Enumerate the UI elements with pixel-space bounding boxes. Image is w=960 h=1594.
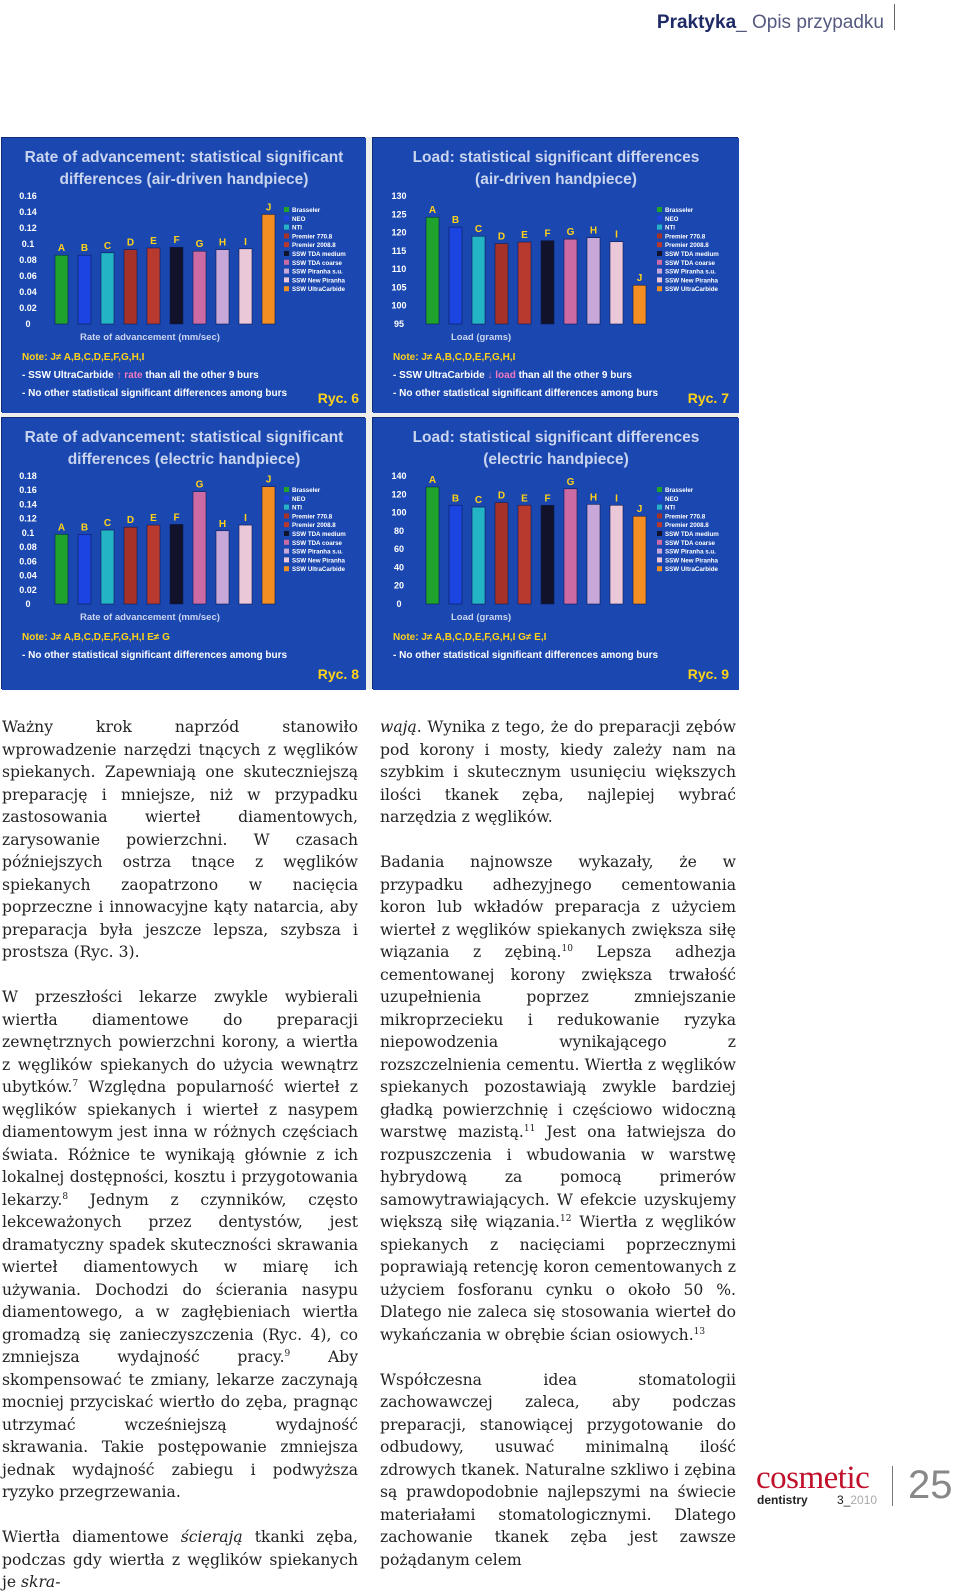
bar-E xyxy=(518,505,531,604)
legend-swatch xyxy=(657,242,662,247)
y-tick-label: 120 xyxy=(391,489,407,500)
chart-note xyxy=(22,632,170,643)
note-segment: Note: xyxy=(393,352,419,363)
footnote-ref: 11 xyxy=(523,1123,536,1134)
y-tick-label: 0.16 xyxy=(19,485,37,496)
legend-swatch xyxy=(284,513,289,518)
bar-G xyxy=(564,239,577,324)
bar-category-label: I xyxy=(244,236,247,248)
bar-category-label: G xyxy=(195,479,204,491)
legend-entry: SSW Piranha s.u. xyxy=(665,548,716,556)
text-run: W przeszłości lekarze zwykle wybierali wiertła diamentowe do preparacji zewnętrznych powierzchni korony, a wiertła z węglików spiekanych do użycia wewnątrz ubytków. xyxy=(2,988,358,1096)
bar-category-label: E xyxy=(521,493,528,505)
bar-F xyxy=(541,505,554,604)
bar-category-label: E xyxy=(150,513,157,525)
legend-swatch xyxy=(657,225,662,230)
issue-number xyxy=(837,1493,877,1507)
bar-I xyxy=(239,525,252,604)
figure-label: Ryc. 7 xyxy=(687,390,729,406)
chart-note xyxy=(393,632,547,643)
text-run: Ważny krok naprzód stanowiło wprowadzenie narzędzi tnących z węglików spiekanych. Zapewniają one skuteczniejszą preparację i mniejsze, niż w przypadku zastosowania wierteł diamentowych, zarysowanie powierzchni. W czasach późniejszych ostrza tnące z węglików spiekanych zaopatrzono w nacięcia poprzeczne i innowacyjne kąty natarcia, aby preparacja była jeszcze lepsza, szybsza i prostsza (Ryc. 3). xyxy=(2,718,358,961)
bar-category-label: D xyxy=(126,515,135,527)
bar-H xyxy=(216,531,229,604)
legend-swatch xyxy=(657,286,662,291)
legend-swatch xyxy=(284,566,289,571)
bar-B xyxy=(449,505,462,604)
legend-swatch xyxy=(657,269,662,274)
legend-entry: NTI xyxy=(665,504,675,512)
legend-entry: Premier 2008.8 xyxy=(292,242,336,250)
bar-category-label: A xyxy=(428,205,437,217)
text-run: Jest ona łatwiejsza do rozpuszczenia i wbudowania w warstwę hybrydową za pomocą primerów samowytrawiających. W efekcie uzyskujemy większą siłę wiązania. xyxy=(380,1123,736,1231)
y-tick-label: 0.06 xyxy=(19,556,37,567)
bar-J xyxy=(262,487,275,604)
legend-entry: Brasseler xyxy=(292,487,321,494)
legend-swatch xyxy=(284,207,289,212)
y-tick-label: 120 xyxy=(391,227,407,238)
chart-note xyxy=(393,352,516,363)
bar-H xyxy=(216,250,229,324)
bar-A xyxy=(55,534,68,604)
bar-category-label: A xyxy=(57,522,66,534)
legend-entry: SSW TDA medium xyxy=(665,531,719,538)
bar-category-label: H xyxy=(218,518,227,530)
bar-category-label: C xyxy=(103,518,112,530)
note-segment: ↓ load xyxy=(487,370,516,381)
bar-category-label: G xyxy=(566,476,575,488)
legend-entry: Premier 2008.8 xyxy=(665,522,709,530)
paragraph xyxy=(2,716,358,964)
issue: 3_ xyxy=(837,1493,851,1507)
legend-swatch xyxy=(284,242,289,247)
chart-title: Load: statistical significant differences xyxy=(412,149,700,166)
legend-swatch xyxy=(284,557,289,562)
y-tick-label: 105 xyxy=(391,282,407,293)
chart-title: Rate of advancement: statistical significant xyxy=(24,429,344,446)
figure-ryc-7 xyxy=(372,137,738,412)
figure-ryc-8 xyxy=(1,417,365,689)
legend-entry: SSW TDA medium xyxy=(665,251,719,258)
bar-category-label: G xyxy=(195,239,204,251)
y-tick-label: 115 xyxy=(391,245,407,256)
legend-entry: SSW UltraCarbide xyxy=(665,566,718,574)
legend-entry: Premier 770.8 xyxy=(665,513,706,521)
chart-title: Rate of advancement: statistical significant xyxy=(24,149,344,166)
y-tick-label: 0 xyxy=(396,599,402,609)
text-run: Jednym z czynników, często lekceważonych przez dentystów, jest dramatyczny spadek skuteczności skrawania wierteł diamentowych w miarę ich używania. Dochodzi do ścierania nasypu diamentowego, a w zagłębieniach wiertła gromadzą się zanieczyszczenia (Ryc. 4), co zmniejsza wydajność pracy. xyxy=(2,1190,358,1366)
chart-note xyxy=(22,388,287,399)
legend-entry: Brasseler xyxy=(665,487,694,494)
legend-entry: SSW New Piranha xyxy=(292,277,345,285)
note-segment: J≠ A,B,C,D,E,F,G,H,I xyxy=(47,352,145,363)
bar-B xyxy=(78,255,91,324)
note-segment: - No other statistical significant differences among burs xyxy=(22,650,288,661)
footnote-ref: 12 xyxy=(559,1213,572,1224)
note-segment: - No other statistical significant differences among burs xyxy=(393,650,659,661)
bar-category-label: F xyxy=(544,228,551,240)
footnote-ref: 10 xyxy=(561,943,573,954)
legend-entry: SSW TDA coarse xyxy=(665,539,715,547)
chart-note xyxy=(393,388,658,399)
bar-D xyxy=(495,244,508,324)
chart-title: (electric handpiece) xyxy=(483,451,629,468)
bar-category-label: F xyxy=(173,235,180,247)
bar-category-label: J xyxy=(265,474,272,486)
bar-category-label: E xyxy=(521,230,528,242)
text-run: . Wynika z tego, że do preparacji zębów pod korony i mosty, kiedy zależy nam na szybkim i skutecznym usunięciu większych ilości tkanek zęba, najlepiej wybrać narzędzia z węglików. xyxy=(380,718,736,826)
bar-J xyxy=(633,516,646,604)
footnote-ref: 7 xyxy=(72,1078,79,1089)
legend-entry: SSW TDA coarse xyxy=(292,539,342,547)
note-segment: - SSW UltraCarbide xyxy=(393,370,488,381)
bar-H xyxy=(587,238,600,324)
figure-ryc-9 xyxy=(372,417,738,689)
y-tick-label: 0.1 xyxy=(21,239,35,249)
bar-category-label: C xyxy=(103,240,112,252)
text-run: Aby skompensować te zmiany, lekarze zaczynają mocniej przyciskać wiertło do zęba, pragnąc utrzymać wcześniejszą wydajność skrawania. Takie postępowanie zmniejsza jednak wydajność zabiegu i podwyższa ryzyko przegrzewania. xyxy=(2,1348,358,1501)
bar-category-label: A xyxy=(57,243,66,255)
footer-divider xyxy=(892,1466,893,1506)
bar-H xyxy=(587,504,600,604)
bar-category-label: I xyxy=(244,513,247,525)
bar-B xyxy=(78,534,91,604)
y-tick-label: 130 xyxy=(391,191,407,201)
bar-E xyxy=(518,242,531,324)
legend-entry: SSW UltraCarbide xyxy=(292,566,345,574)
legend-swatch xyxy=(657,540,662,545)
bar-C xyxy=(472,507,485,604)
bar-F xyxy=(170,247,183,324)
legend-entry: NEO xyxy=(292,495,306,503)
legend-swatch xyxy=(657,549,662,554)
legend-entry: Premier 770.8 xyxy=(665,233,706,241)
legend-entry: SSW Piranha s.u. xyxy=(292,268,343,276)
y-tick-label: 0.02 xyxy=(19,584,37,595)
body-column-left xyxy=(2,716,358,1594)
chart-note xyxy=(393,370,632,381)
y-tick-label: 0.08 xyxy=(19,255,37,265)
note-segment: ↑ rate xyxy=(116,370,143,381)
bar-D xyxy=(124,527,137,604)
legend-entry: SSW TDA medium xyxy=(292,251,346,258)
bar-category-label: I xyxy=(615,229,618,241)
y-tick-label: 0.04 xyxy=(19,287,37,297)
legend-swatch xyxy=(657,251,662,256)
text-run: Lepsza adhezja cementowanej korony zwiększa trwałość uzupełnienia poprzez zmniejszanie mikroprzecieku i redukowanie ryzyka niepowodzenia wynikającego z rozszczelnienia cementu. Wiertła z węglików spiekanych pozostawiają zwykle bardziej gładką powierzchnię i częściowo widoczną warstwę mazistą. xyxy=(380,943,736,1141)
page-header xyxy=(657,12,884,34)
legend-entry: NEO xyxy=(665,215,679,223)
y-tick-label: 110 xyxy=(391,264,407,275)
legend-entry: SSW TDA medium xyxy=(292,531,346,538)
chart-ryc-7 xyxy=(373,138,739,413)
bar-category-label: B xyxy=(80,243,89,255)
paragraph xyxy=(2,1526,358,1594)
legend-swatch xyxy=(657,505,662,510)
legend-swatch xyxy=(657,233,662,238)
legend-swatch xyxy=(657,260,662,265)
text-run: wają xyxy=(380,718,417,736)
y-tick-label: 0.08 xyxy=(19,542,37,553)
note-segment: than all the other 9 burs xyxy=(142,370,259,381)
legend-swatch xyxy=(284,260,289,265)
legend-swatch xyxy=(284,269,289,274)
chart-title: Load: statistical significant differences xyxy=(412,429,700,446)
text-run: Współczesna idea stomatologii zachowawczej zaleca, aby podczas preparacji, stanowiącej przygotowanie do odbudowy, usuwać minimalną ilość zdrowych tkanek. Naturalne szkliwo i zębina są prawdopodobnie najlepszymi na świecie materiałami stomatologicznymi. Dlatego zachowanie tkanek zęba jest zawsze pożądanym celem xyxy=(380,1370,736,1569)
footnote-ref: 9 xyxy=(284,1348,291,1359)
legend-entry: NTI xyxy=(292,224,302,232)
chart-ryc-9 xyxy=(373,418,739,690)
legend-swatch xyxy=(284,216,289,221)
legend-entry: Premier 2008.8 xyxy=(665,242,709,250)
y-tick-label: 0.12 xyxy=(19,223,37,233)
bar-category-label: E xyxy=(150,236,157,247)
legend-swatch xyxy=(657,487,662,492)
legend-entry: SSW TDA coarse xyxy=(665,259,715,267)
bar-D xyxy=(124,250,137,324)
note-segment: Note: xyxy=(393,632,419,643)
legend-entry: SSW UltraCarbide xyxy=(292,286,345,294)
y-tick-label: 100 xyxy=(391,507,407,518)
legend-swatch xyxy=(657,216,662,221)
chart-title: (air-driven handpiece) xyxy=(475,171,637,188)
chart-ryc-8 xyxy=(2,418,366,690)
y-tick-label: 0.1 xyxy=(21,527,35,538)
y-tick-label: 80 xyxy=(393,525,405,536)
bar-category-label: B xyxy=(451,215,460,227)
legend-swatch xyxy=(284,286,289,291)
y-tick-label: 140 xyxy=(391,471,407,481)
y-tick-label: 125 xyxy=(391,209,407,220)
y-tick-label: 40 xyxy=(393,562,405,573)
legend-entry: SSW New Piranha xyxy=(665,277,718,285)
legend-entry: NEO xyxy=(292,215,306,223)
bar-A xyxy=(55,255,68,324)
paragraph xyxy=(2,986,358,1504)
legend-swatch xyxy=(284,251,289,256)
y-tick-label: 0.14 xyxy=(19,207,37,217)
legend-swatch xyxy=(284,233,289,238)
text-run: Badania najnowsze wykazały, że w przypadku adhezyjnego cementowania koron lub wkładów preparacja z użyciem wierteł z węglików spiekanych zwiększa siłę wiązania z zębiną. xyxy=(380,853,736,961)
legend-entry: NTI xyxy=(665,224,675,232)
text-run: tkanki zęba, podczas gdy wiertła z węglików spiekanych je xyxy=(2,1528,358,1591)
y-tick-label: 0.12 xyxy=(19,513,37,524)
chart-title: differences (electric handpiece) xyxy=(67,451,301,468)
y-tick-label: 0 xyxy=(25,319,31,329)
paragraph xyxy=(380,716,736,829)
bar-category-label: D xyxy=(497,490,506,502)
y-tick-label: 0.14 xyxy=(19,499,37,510)
note-segment: - No other statistical significant differences among burs xyxy=(22,388,288,399)
legend-swatch xyxy=(284,549,289,554)
bar-I xyxy=(239,249,252,324)
bar-I xyxy=(610,505,623,604)
bar-category-label: J xyxy=(636,273,643,285)
note-segment: than all the other 9 burs xyxy=(515,370,632,381)
bar-category-label: F xyxy=(544,493,551,505)
bar-category-label: C xyxy=(474,495,483,507)
bar-category-label: I xyxy=(615,493,618,505)
bar-G xyxy=(193,251,206,324)
paragraph xyxy=(380,851,736,1346)
legend-swatch xyxy=(657,513,662,518)
bar-category-label: J xyxy=(636,504,643,516)
body-column-right xyxy=(380,716,736,1571)
x-axis-label: Load (grams) xyxy=(451,332,512,343)
y-tick-label: 0 xyxy=(25,599,31,609)
chart-ryc-6 xyxy=(2,138,366,413)
y-tick-label: 0.04 xyxy=(19,570,37,581)
figure-label: Ryc. 9 xyxy=(687,666,729,682)
bar-category-label: H xyxy=(589,225,598,237)
note-segment: J≠ A,B,C,D,E,F,G,H,I E≠ G xyxy=(47,632,170,643)
issue-year: 2010 xyxy=(850,1493,878,1507)
bar-C xyxy=(101,253,114,324)
bar-J xyxy=(262,214,275,324)
note-segment: - SSW UltraCarbide xyxy=(22,370,117,381)
legend-entry: Brasseler xyxy=(665,207,694,214)
bar-J xyxy=(633,285,646,324)
bar-category-label: D xyxy=(126,237,135,249)
legend-entry: SSW UltraCarbide xyxy=(665,286,718,294)
note-segment: - No other statistical significant differences among burs xyxy=(393,388,659,399)
legend-swatch xyxy=(284,522,289,527)
legend-swatch xyxy=(284,225,289,230)
bar-E xyxy=(147,525,160,604)
legend-swatch xyxy=(284,487,289,492)
legend-entry: Premier 2008.8 xyxy=(292,522,336,530)
note-segment: J≠ A,B,C,D,E,F,G,H,I G≠ E,I xyxy=(418,632,547,643)
bar-category-label: J xyxy=(265,202,272,214)
bar-category-label: B xyxy=(451,493,460,505)
bar-category-label: G xyxy=(566,227,575,239)
bar-category-label: B xyxy=(80,522,89,534)
legend-entry: Brasseler xyxy=(292,207,321,214)
chart-note xyxy=(393,650,658,661)
x-axis-label: Rate of advancement (mm/sec) xyxy=(80,612,220,623)
y-tick-label: 95 xyxy=(393,319,405,329)
legend-swatch xyxy=(284,505,289,510)
chart-note xyxy=(22,370,259,381)
text-run: ścierają xyxy=(180,1528,243,1546)
figure-ryc-6 xyxy=(1,137,365,412)
bar-A xyxy=(426,217,439,324)
note-segment: J≠ A,B,C,D,E,F,G,H,I xyxy=(418,352,516,363)
bar-E xyxy=(147,248,160,324)
bar-A xyxy=(426,487,439,604)
bar-F xyxy=(541,241,554,324)
note-segment: Note: xyxy=(22,632,48,643)
legend-swatch xyxy=(657,566,662,571)
y-tick-label: 100 xyxy=(391,300,407,311)
legend-entry: SSW New Piranha xyxy=(292,557,345,565)
y-tick-label: 0.02 xyxy=(19,303,37,313)
section-title: Praktyka xyxy=(656,12,737,33)
legend-swatch xyxy=(284,540,289,545)
text-run: Wiertła diamentowe xyxy=(2,1528,181,1546)
bar-I xyxy=(610,242,623,324)
page-number: 25 xyxy=(908,1463,953,1507)
figure-grid xyxy=(1,137,738,689)
bar-category-label: A xyxy=(428,474,437,486)
bar-category-label: F xyxy=(173,512,180,524)
legend-entry: SSW Piranha s.u. xyxy=(292,548,343,556)
y-tick-label: 0.16 xyxy=(19,191,37,201)
legend-swatch xyxy=(284,531,289,536)
text-run: skra- xyxy=(21,1573,61,1591)
footnote-ref: 8 xyxy=(62,1191,69,1202)
legend-swatch xyxy=(657,207,662,212)
bar-category-label: H xyxy=(589,492,598,504)
bar-G xyxy=(564,489,577,604)
legend-swatch xyxy=(284,277,289,282)
chart-note xyxy=(22,650,287,661)
legend-entry: Premier 770.8 xyxy=(292,233,333,241)
bar-C xyxy=(472,236,485,324)
bar-category-label: H xyxy=(218,237,227,249)
legend-entry: SSW New Piranha xyxy=(665,557,718,565)
section-subtitle: _ Opis przypadku xyxy=(736,12,884,33)
chart-title: differences (air-driven handpiece) xyxy=(59,171,309,188)
legend-swatch xyxy=(657,531,662,536)
legend-swatch xyxy=(284,496,289,501)
legend-swatch xyxy=(657,277,662,282)
text-run: Względna popularność wierteł z węglików spiekanych i wierteł z nasypem diamentowym jest inna w różnych częściach świata. Różnice te wynikają głównie z ich lokalnej dostępności, kosztu i przygotowania lekarzy. xyxy=(2,1078,358,1209)
legend-entry: NEO xyxy=(665,495,679,503)
journal-logo: cosmetic xyxy=(756,1460,870,1496)
x-axis-label: Rate of advancement (mm/sec) xyxy=(80,332,220,343)
figure-label: Ryc. 6 xyxy=(317,390,359,406)
legend-entry: Premier 770.8 xyxy=(292,513,333,521)
chart-note xyxy=(22,352,145,363)
legend-swatch xyxy=(657,522,662,527)
note-segment: Note: xyxy=(22,352,48,363)
y-tick-label: 0.18 xyxy=(19,471,37,481)
legend-entry: SSW TDA coarse xyxy=(292,259,342,267)
page-footer xyxy=(756,1462,956,1508)
y-tick-label: 0.06 xyxy=(19,271,37,281)
footnote-ref: 13 xyxy=(693,1326,706,1337)
bar-category-label: D xyxy=(497,231,506,243)
paragraph xyxy=(380,1369,736,1572)
legend-entry: SSW Piranha s.u. xyxy=(665,268,716,276)
legend-entry: NTI xyxy=(292,504,302,512)
figure-label: Ryc. 8 xyxy=(317,666,359,682)
y-tick-label: 60 xyxy=(393,544,405,555)
x-axis-label: Load (grams) xyxy=(451,612,512,623)
bar-B xyxy=(449,227,462,324)
y-tick-label: 20 xyxy=(393,580,405,591)
bar-D xyxy=(495,503,508,604)
legend-swatch xyxy=(657,496,662,501)
header-divider xyxy=(894,4,895,30)
bar-F xyxy=(170,524,183,604)
legend-swatch xyxy=(657,557,662,562)
bar-G xyxy=(193,492,206,604)
bar-C xyxy=(101,530,114,604)
journal-logo-sub: dentistry xyxy=(757,1493,808,1507)
bar-category-label: C xyxy=(474,224,483,236)
text-run: Wiertła z węglików spiekanych z nacięciami poprzecznymi poprawiają retencję koron cementowanych z użyciem fosforanu cynku o około 50 %. Dlatego nie zaleca się stosowania wierteł do wykańczania w obrębie ścian osiowych. xyxy=(380,1213,736,1344)
